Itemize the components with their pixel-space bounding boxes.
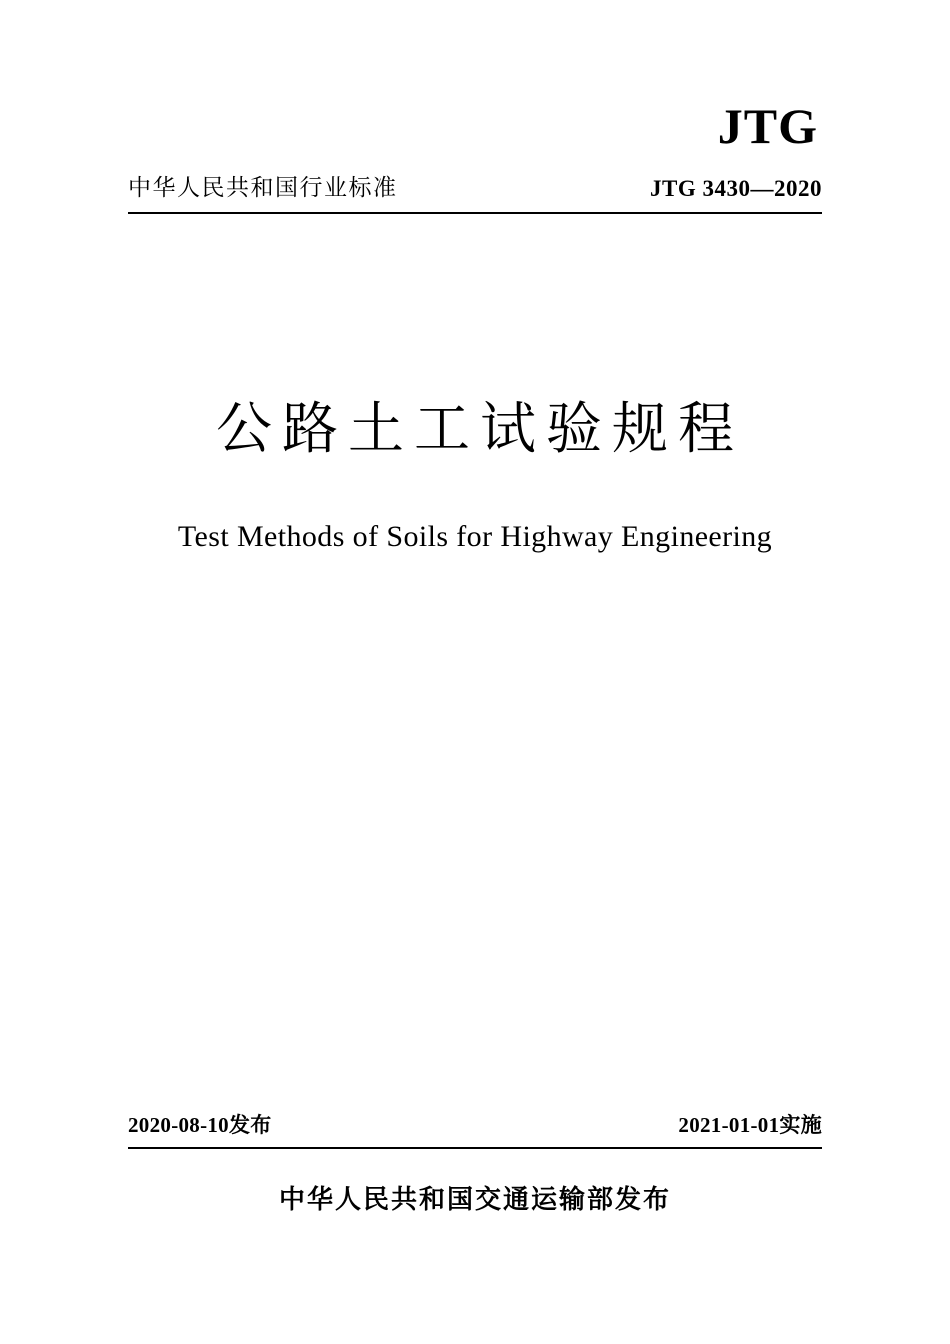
cover-footer — [128, 1109, 822, 1216]
issue-date-label: 2020-08-10发布 — [128, 1113, 272, 1137]
jtg-series-logo: JTG — [717, 98, 818, 154]
standard-category-label: 中华人民共和国行业标准 — [128, 174, 398, 201]
cover-masthead — [128, 100, 822, 214]
document-title-chinese: 公路土工试验规程 — [216, 397, 744, 462]
effective-date-label: 2021-01-01实施 — [678, 1113, 822, 1137]
masthead-divider — [128, 212, 822, 214]
publisher-label: 中华人民共和国交通运输部发布 — [278, 1185, 671, 1215]
standard-number-label: JTG 3430—2020 — [650, 176, 822, 202]
footer-divider — [128, 1147, 822, 1149]
masthead-row — [128, 175, 822, 211]
footer-dates-row — [128, 1109, 822, 1147]
document-title-english: Test Methods of Soils for Highway Engineering — [177, 520, 773, 553]
